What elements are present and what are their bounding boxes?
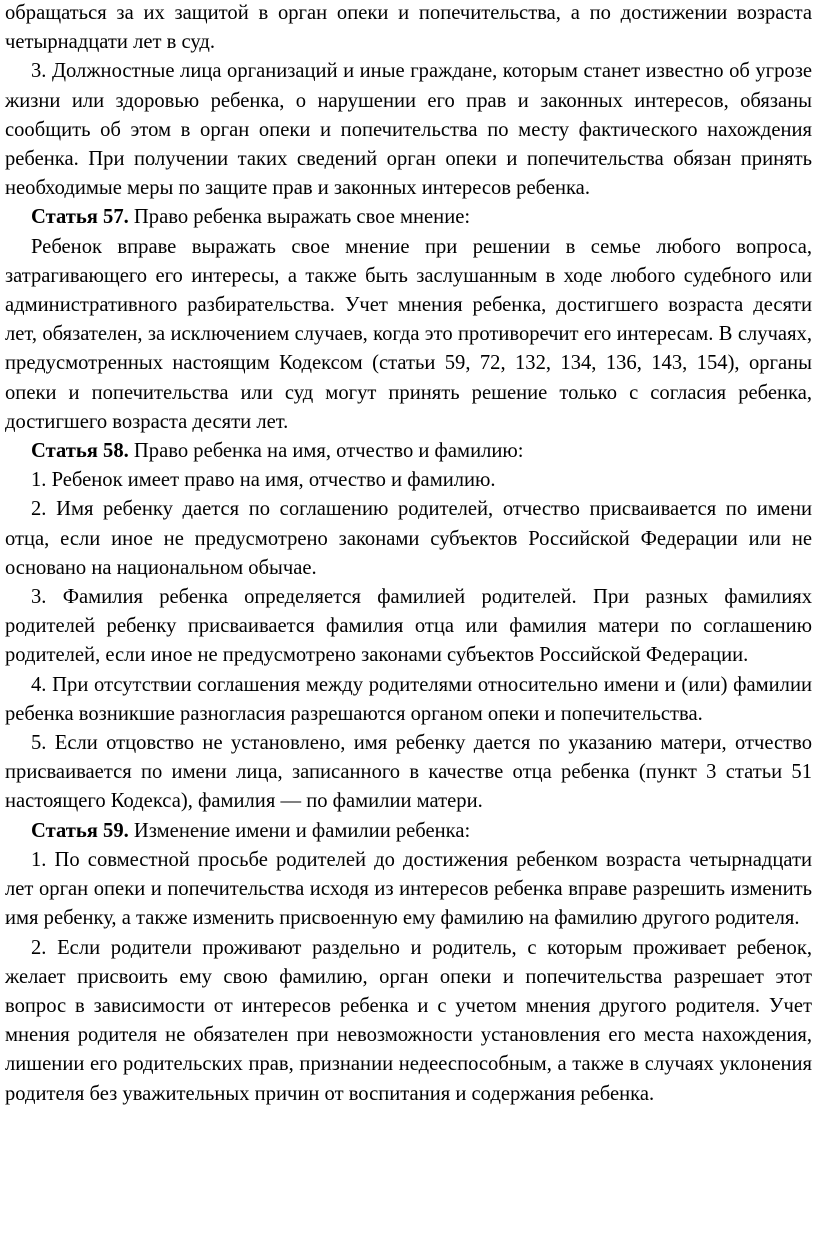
paragraph-article-58-clause-5: 5. Если отцовство не установлено, имя ребенку дается по указанию матери, отчество присваивается по имени лица, записанного в качестве отца ребенка (пункт 3 статьи 51 настоящего Кодекса), фамилия — по фамилии матери. [5,732,812,813]
article-57-subject: Право ребенка выражать свое мнение: [128,206,471,229]
article-58-heading [5,437,812,466]
article-58-subject: Право ребенка на имя, отчество и фамилию: [128,440,524,463]
article-59-title: Статья 59. [31,819,129,842]
paragraph-article-59-clause-1: 1. По совместной просьбе родителей до достижения ребенком возраста четырнадцати лет орган опеки и попечительства исходя из интересов ребенка вправе разрешить изменить имя ребенку, а также изменить присвоенную ему фамилию на фамилию другого родителя. [5,848,812,930]
article-58-title: Статья 58. [31,440,129,463]
paragraph-article-58-clause-4: 4. При отсутствии соглашения между родителями относительно имени и (или) фамилии ребенка возникшие разногласия разрешаются органом опеки и попечительства. [5,673,812,725]
paragraph-continuation: обращаться за их защитой в орган опеки и попечительства, а по достижении возраста четырнадцати лет в суд. [5,2,812,54]
paragraph-article-58-clause-3: 3. Фамилия ребенка определяется фамилией родителей. При разных фамилиях родителей ребенку присваивается фамилия отца или фамилия матери по соглашению родителей, если иное не предусмотрено законами субъектов Российской Федерации. [5,586,812,667]
article-59-subject: Изменение имени и фамилии ребенка: [128,819,471,842]
article-57-title: Статья 57. [31,206,129,229]
paragraph-article-57-body: Ребенок вправе выражать свое мнение при решении в семье любого вопроса, затрагивающего его интересы, а также быть заслушанным в ходе любого судебного или административного разбирательства. Учет мнения ребенка, достигшего возраста десяти лет, обязателен, за исключением случаев, когда это противоречит его интересам. В случаях, предусмотренных настоящим Кодексом (статьи 59, 72, 132, 134, 136, 143, 154), органы опеки и попечительства или суд могут принять решение только с согласия ребенка, достигшего возраста десяти лет. [5,235,812,433]
paragraph-article-58-clause-1: 1. Ребенок имеет право на имя, отчество и фамилию. [31,469,496,492]
paragraph-clause-3-duty-to-report: 3. Должностные лица организаций и иные граждане, которым станет известно об угрозе жизни или здоровью ребенка, о нарушении его прав и законных интересов, обязаны сообщить об этом в орган опеки и попечительства по месту фактического нахождения ребенка. При получении таких сведений орган опеки и попечительства обязан принять необходимые меры по защите прав и законных интересов ребенка. [5,60,812,200]
paragraph-article-59-clause-2: 2. Если родители проживают раздельно и родитель, с которым проживает ребенок, желает присвоить ему свою фамилию, орган опеки и попечительства разрешает этот вопрос в зависимости от интересов ребенка и с учетом мнения другого родителя. Учет мнения родителя не обязателен при невозможности установления его места нахождения, лишении его родительских прав, признании недееспособным, а также в случаях уклонения родителя без уважительных причин от воспитания и содержания ребенка. [5,936,812,1105]
paragraph-article-58-clause-2: 2. Имя ребенку дается по соглашению родителей, отчество присваивается по имени отца, если иное не предусмотрено законами субъектов Российской Федерации или не основано на национальном обычае. [5,498,812,579]
article-57-heading [5,203,812,232]
article-59-heading [5,817,812,846]
